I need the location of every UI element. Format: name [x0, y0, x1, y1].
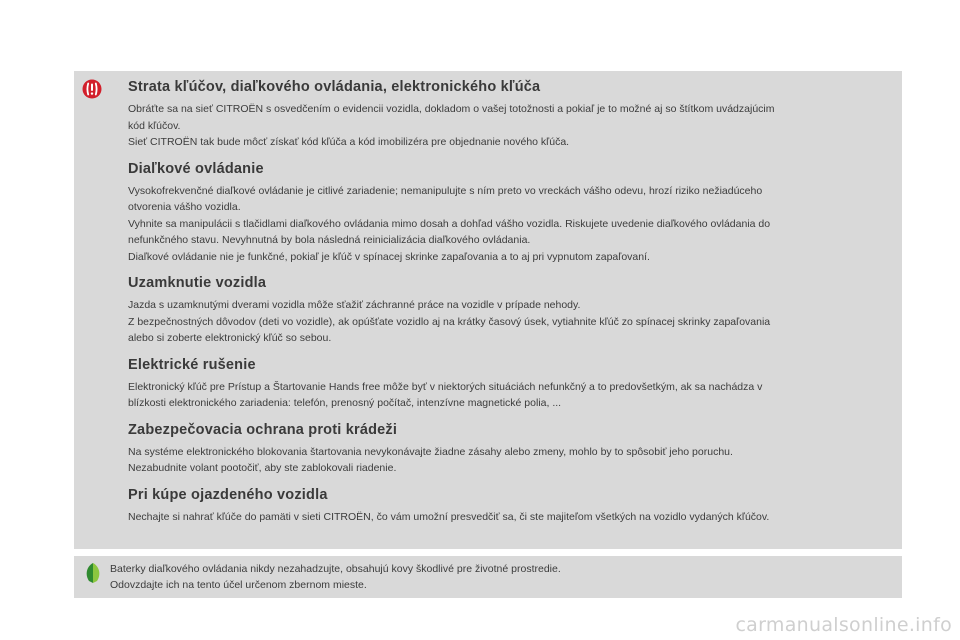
paragraph-line: Vyhnite sa manipulácii s tlačidlami diaľkového ovládania mimo dosah a dohľad vášho vozidla. Riskujete uvedenie diaľkového ovládania do — [128, 217, 771, 230]
paragraph-line: nefunkčného stavu. Nevyhnutná by bola následná reinicializácia diaľkového ovládania. — [128, 234, 531, 246]
eco-text-line: Baterky diaľkového ovládania nikdy nezahadzujte, obsahujú kovy škodlivé pre životné prostredie. — [110, 563, 561, 575]
section-electrical-interference — [128, 357, 886, 412]
paragraph-line: Vysokofrekvenčné diaľkové ovládanie je citlivé zariadenie; nemanipulujte s ním preto vo vreckách vášho odevu, hrozí riziko nežiadúceho — [128, 184, 763, 197]
section-title: Pri kúpe ojazdeného vozidla — [128, 486, 328, 503]
warning-box — [74, 71, 902, 549]
watermark: carmanualsonline.info — [735, 614, 952, 636]
section-title: Strata kľúčov, diaľkového ovládania, elektronického kľúča — [128, 79, 541, 95]
section-title: Elektrické rušenie — [128, 356, 256, 373]
section-anti-theft — [128, 422, 886, 477]
section-vehicle-locking — [128, 275, 886, 347]
paragraph-line: Elektronický kľúč pre Prístup a Štartovanie Hands free môže byť v niektorých situáciách nefunkčný a to predovšetkým, ak sa nachádza v — [128, 380, 763, 393]
paragraph-line: Nechajte si nahrať kľúče do pamäti v sieti CITROËN, čo vám umožní presvedčiť sa, či ste majiteľom všetkých na vozidlo vydaných kľúčov. — [128, 510, 770, 523]
paragraph-line: Jazda s uzamknutými dverami vozidla môže sťažiť záchranné práce na vozidle v prípade nehody. — [128, 299, 581, 311]
paragraph-line: kód kľúčov. — [128, 119, 181, 132]
section-title: Diaľkové ovládanie — [128, 160, 264, 177]
section-title: Uzamknutie vozidla — [128, 275, 267, 291]
paragraph-line: Sieť CITROËN tak bude môcť získať kód kľúča a kód imobilizéra pre objednanie nového kľúča. — [128, 136, 570, 148]
paragraph-line: Nezabudnite volant pootočiť, aby ste zablokovali riadenie. — [128, 462, 397, 474]
warning-exclamation-icon — [82, 79, 102, 99]
paragraph-line: blízkosti elektronického zariadenia: telefón, prenosný počítač, intenzívne magnetické polia, ... — [128, 397, 562, 409]
paragraph-line: alebo si zoberte elektronický kľúč so sebou. — [128, 332, 332, 344]
section-used-vehicle — [128, 487, 886, 526]
paragraph-line: otvorenia vášho vozidla. — [128, 201, 241, 213]
paragraph-line: Z bezpečnostných dôvodov (deti vo vozidle), ak opúšťate vozidlo aj na krátky časový úsek, vytiahnite kľúč zo spínacej skrinky zapaľovania — [128, 315, 771, 328]
section-remote-control — [128, 161, 886, 266]
eco-text-line: Odovzdajte ich na tento účel určenom zbernom mieste. — [110, 579, 367, 591]
paragraph-line: Diaľkové ovládanie nie je funkčné, pokiaľ je kľúč v spínacej skrinke zapaľovania a to aj pri vypnutom zapaľovaní. — [128, 250, 650, 263]
eco-box — [74, 556, 902, 598]
paragraph-line: Na systéme elektronického blokovania štartovania nevykonávajte žiadne zásahy alebo zmeny, mohlo by to spôsobiť jeho poruchu. — [128, 445, 733, 458]
section-title: Zabezpečovacia ochrana proti krádeži — [128, 421, 398, 438]
paragraph-line: Obráťte sa na sieť CITROËN s osvedčením o evidencii vozidla, dokladom o vašej totožnosti a pokiaľ je to možné aj so štítkom uvádzajúcim — [128, 103, 775, 115]
eco-leaf-icon — [84, 562, 102, 584]
section-key-loss — [128, 79, 886, 151]
